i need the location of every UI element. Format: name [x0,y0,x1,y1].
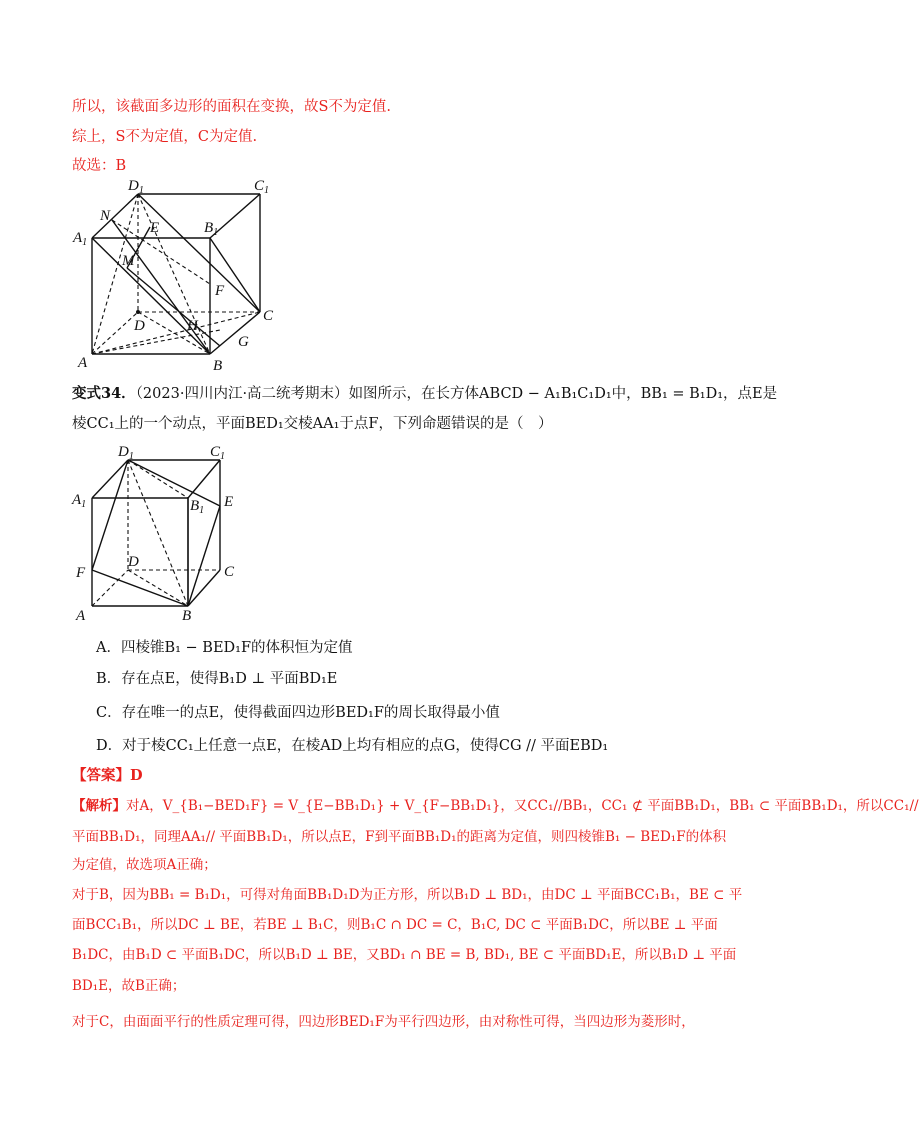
figure-cube-section [70,172,290,372]
analysis-line-4: 对于B，因为BB₁ = B₁D₁，可得对角面BB₁D₁D为正方形，所以B₁D ⊥ BD₁，由DC ⊥ 平面BCC₁B₁，BE ⊂ 平 [72,887,743,903]
problem-line-2: 棱CC₁上的一个动点，平面BED₁交棱AA₁于点F，下列命题错误的是（ ） [72,416,553,432]
svg-text:A1: $A_1$ [72,492,87,510]
svg-text:H: H [187,318,198,334]
svg-text:C1: $C_1$ [210,444,226,462]
svg-text:B1: $B_1$ [204,220,219,238]
svg-text:B: B [213,358,223,374]
svg-text:A1: $A_1$ [73,230,88,248]
svg-text:D1: $D_1$ [118,444,134,462]
analysis-line-3: 为定值，故选项A正确； [72,857,217,873]
svg-text:F: F [215,283,225,299]
option-c: C．存在唯一的点E，使得截面四边形BED₁F的周长取得最小值 [96,705,500,721]
analysis-line-5: 面BCC₁B₁，所以DC ⊥ BE，若BE ⊥ B₁C，则B₁C ∩ DC = C，B₁C, DC ⊂ 平面B₁DC，所以BE ⊥ 平面 [72,917,718,933]
problem-text-1: 如图所示，在长方体ABCD − A₁B₁C₁D₁中，BB₁ = B₁D₁，点E是 [348,386,778,402]
svg-text:M: M [122,253,135,269]
svg-text:C: C [224,564,235,580]
svg-text:N: N [100,208,111,224]
choice-line: 故选：B [72,158,127,174]
conclusion-line-2: 综上，S不为定值，C为定值. [72,129,258,145]
analysis-line-1: 【解析】对A，V_{B₁−BED₁F} = V_{E−BB₁D₁} + V_{F−BB₁D₁}，又CC₁//BB₁，CC₁ ⊄ 平面BB₁D₁，BB₁ ⊂ 平面BB₁D₁，所以CC₁// [72,798,919,814]
svg-text:D: D [128,554,139,570]
analysis-line-7: BD₁E，故B正确； [72,978,186,994]
option-d: D．对于棱CC₁上任意一点E，在棱AD上均有相应的点G，使得CG // 平面EBD₁ [96,738,609,754]
svg-text:C: C [263,308,274,324]
svg-text:F: F [76,565,86,581]
svg-text:G: G [238,334,249,350]
svg-text:B1: $B_1$ [190,498,205,516]
problem-line-1 [72,383,777,405]
analysis-line-6: B₁DC，由B₁D ⊂ 平面B₁DC，所以B₁D ⊥ BE，又BD₁ ∩ BE = B, BD₁, BE ⊂ 平面BD₁E，所以B₁D ⊥ 平面 [72,947,737,963]
problem-source: （2023·四川内江·高二统考期末） [135,386,349,402]
svg-text:C1: $C_1$ [254,178,270,196]
option-a: A．四棱锥B₁ − BED₁F的体积恒为定值 [96,640,353,656]
analysis-line-2: 平面BB₁D₁，同理AA₁// 平面BB₁D₁，所以点E，F到平面BB₁D₁的距离为定值，则四棱锥B₁ − BED₁F的体积 [72,829,727,845]
answer-line [72,765,143,787]
conclusion-line-1: 所以，该截面多边形的面积在变换，故S不为定值. [72,99,392,115]
svg-text:D: D [134,318,145,334]
svg-text:E: E [150,220,160,236]
svg-text:E: E [224,494,234,510]
analysis-line-8: 对于C，由面面平行的性质定理可得，四边形BED₁F为平行四边形，由对称性可得，当四边形为菱形时， [72,1014,695,1030]
svg-text:A: A [78,355,88,371]
figure-cuboid [70,440,250,624]
option-b: B．存在点E，使得B₁D ⊥ 平面BD₁E [96,671,338,687]
analysis-label: 【解析】 [72,798,126,814]
svg-text:A: A [76,608,86,624]
svg-text:D1: $D_1$ [128,178,144,196]
problem-label: 变式34． [72,385,136,402]
svg-text:B: B [182,608,192,624]
answer-value: D [130,767,143,784]
answer-label: 【答案】 [72,767,130,784]
